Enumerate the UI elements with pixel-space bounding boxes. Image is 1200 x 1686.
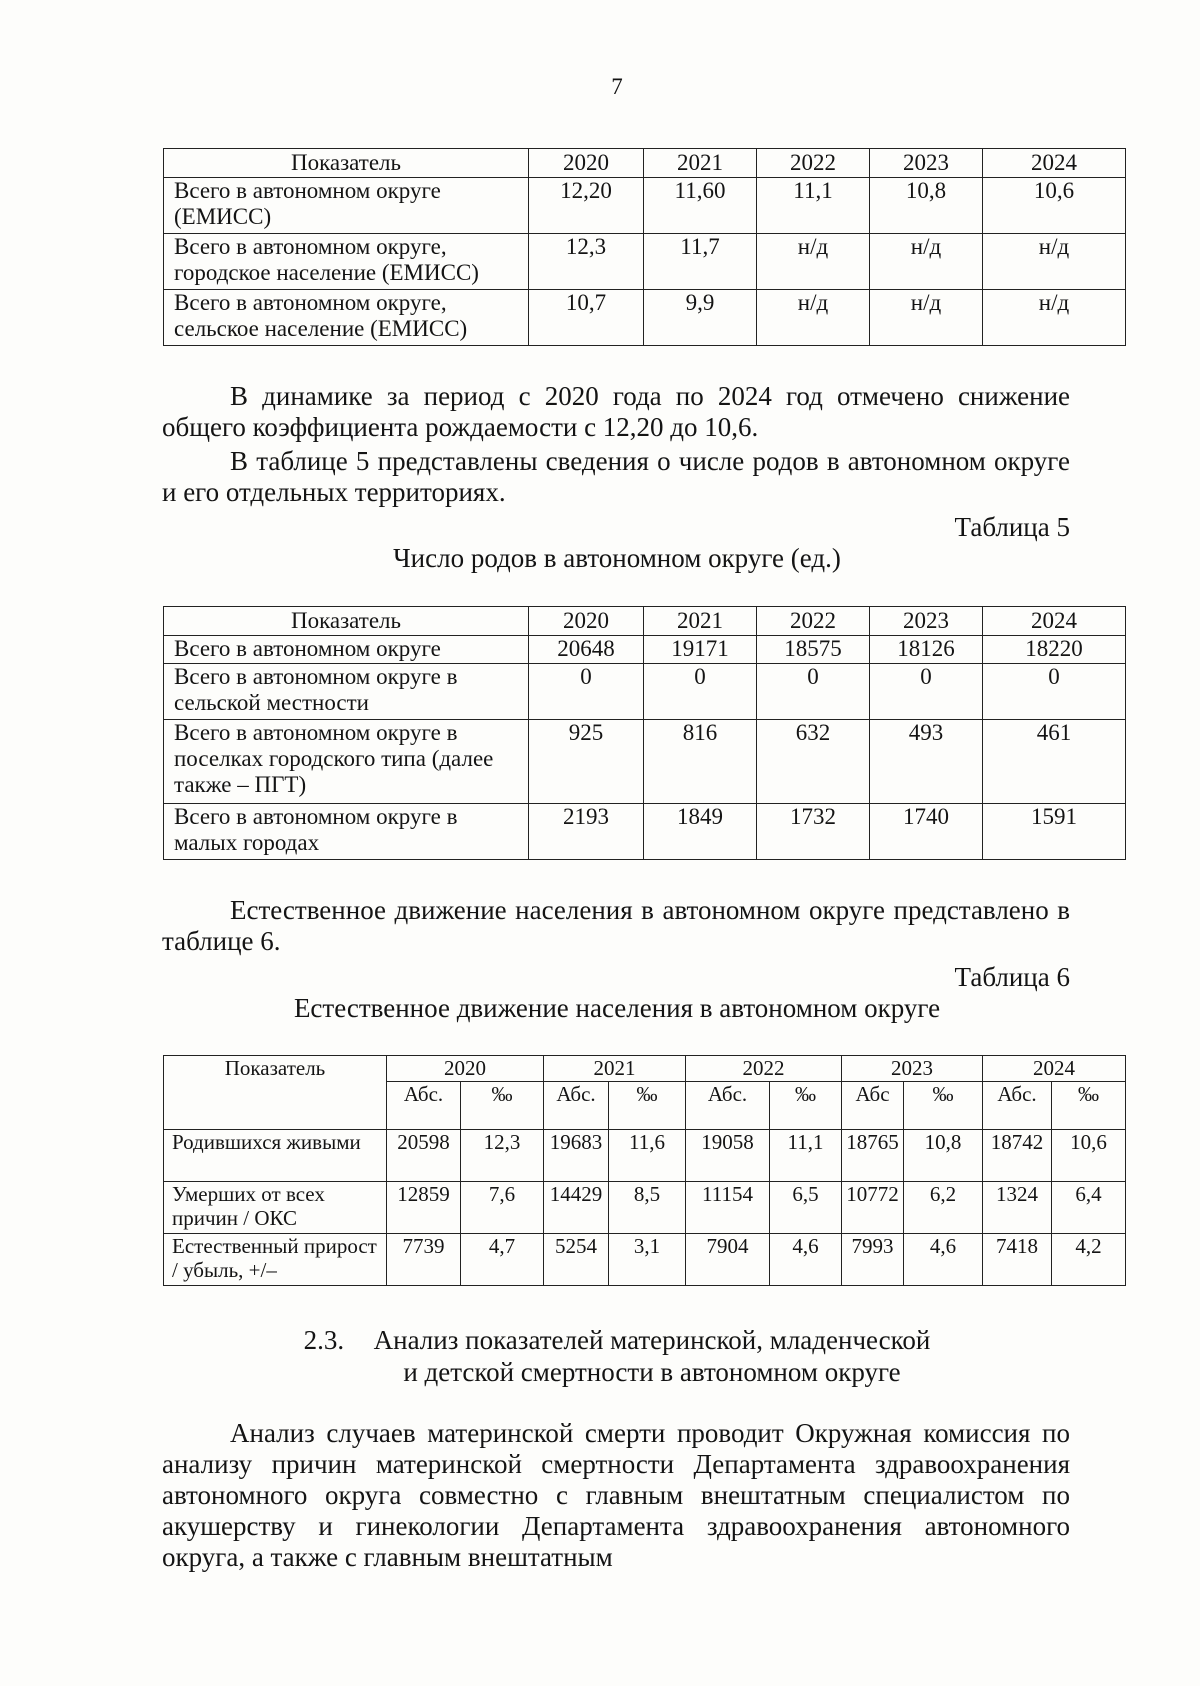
paragraph-maternal-mortality [162, 1418, 1070, 1573]
paragraph-table5-intro [162, 446, 1070, 508]
table-row [164, 1182, 1126, 1234]
table-cell: 6,5 [770, 1182, 842, 1234]
table-cell: 0 [983, 664, 1126, 720]
table-cell: 18220 [983, 636, 1126, 664]
subheader-cell: ‰ [461, 1082, 544, 1130]
table-cell: н/д [870, 234, 983, 290]
table-cell: 18126 [870, 636, 983, 664]
table-cell: 461 [983, 720, 1126, 804]
header-cell: 2023 [870, 149, 983, 178]
paragraph-birth-rate-dynamics [162, 381, 1070, 443]
table-row [164, 178, 1126, 234]
header-cell: 2021 [644, 607, 757, 636]
table-cell: 1324 [983, 1182, 1052, 1234]
table-cell: 12,3 [461, 1130, 544, 1182]
table-header-row [164, 1056, 1126, 1082]
header-cell: Показатель [164, 1056, 387, 1130]
table-cell: 4,7 [461, 1234, 544, 1286]
header-cell: 2022 [757, 607, 870, 636]
header-cell: Показатель [164, 607, 529, 636]
header-cell: 2022 [757, 149, 870, 178]
table-row [164, 290, 1126, 346]
header-cell: 2020 [529, 149, 644, 178]
header-cell: 2024 [983, 607, 1126, 636]
table-cell: 11154 [686, 1182, 770, 1234]
table6-caption: Таблица 6 [954, 962, 1070, 992]
births-count-table [163, 606, 1126, 860]
table-cell: 7993 [842, 1234, 904, 1286]
table-cell: н/д [983, 290, 1126, 346]
subheader-cell: ‰ [904, 1082, 983, 1130]
table5-caption: Таблица 5 [954, 512, 1070, 542]
table-cell: 6,2 [904, 1182, 983, 1234]
header-cell: 2024 [983, 149, 1126, 178]
table-header-row [164, 149, 1126, 178]
subheader-cell: ‰ [770, 1082, 842, 1130]
table-cell: 11,7 [644, 234, 757, 290]
table-row [164, 636, 1126, 664]
table-cell: 18742 [983, 1130, 1052, 1182]
table-cell: 10,8 [904, 1130, 983, 1182]
table-cell: 925 [529, 720, 644, 804]
table-row [164, 804, 1126, 860]
row-label: Естественный прирост / убыль, +/– [164, 1234, 387, 1286]
year-header: 2021 [544, 1056, 686, 1082]
row-label: Всего в автономном округе (ЕМИСС) [164, 178, 529, 234]
paragraph-text: Анализ случаев материнской смерти проводит Окружная комиссия по анализу причин материнской смертности Департамента здравоохранения автономного округа совместно с главным внештатным специалистом по акушерству и гинекологии Департамента здравоохранения автономного округа, а также с главным внештатным [162, 1418, 1070, 1572]
row-label: Всего в автономном округе, городское население (ЕМИСС) [164, 234, 529, 290]
table-cell: н/д [870, 290, 983, 346]
table-cell: 12,3 [529, 234, 644, 290]
header-cell: Показатель [164, 149, 529, 178]
paragraph-table6-intro [162, 895, 1070, 957]
paragraph-text: Естественное движение населения в автономном округе представлено в таблице 6. [162, 895, 1070, 956]
section-heading-line1 [0, 1324, 1200, 1356]
table-cell: 0 [644, 664, 757, 720]
table-cell: 11,1 [757, 178, 870, 234]
section-number: 2.3. [303, 1325, 345, 1355]
table-cell: 0 [870, 664, 983, 720]
subheader-cell: Абс. [983, 1082, 1052, 1130]
page-number: 7 [611, 74, 623, 99]
table-cell: 6,4 [1052, 1182, 1126, 1234]
section-title-line2: и детской смертности в автономном округе [403, 1357, 901, 1387]
table-cell: 493 [870, 720, 983, 804]
year-header: 2022 [686, 1056, 842, 1082]
section-title: Анализ показателей материнской, младенческой [373, 1325, 931, 1355]
row-label: Всего в автономном округе в малых городах [164, 804, 529, 860]
table-cell: 7418 [983, 1234, 1052, 1286]
table5-title: Число родов в автономном округе (ед.) [393, 543, 841, 573]
table-cell: 1740 [870, 804, 983, 860]
table-cell: 7904 [686, 1234, 770, 1286]
row-label: Всего в автономном округе, сельское население (ЕМИСС) [164, 290, 529, 346]
table-row [164, 234, 1126, 290]
year-header: 2024 [983, 1056, 1126, 1082]
table-cell: 5254 [544, 1234, 609, 1286]
table-cell: 10,8 [870, 178, 983, 234]
paragraph-text: В таблице 5 представлены сведения о числе родов в автономном округе и его отдельных территориях. [162, 446, 1070, 507]
table-cell: 2193 [529, 804, 644, 860]
table-row [164, 720, 1126, 804]
subheader-cell: ‰ [1052, 1082, 1126, 1130]
subheader-cell: ‰ [609, 1082, 686, 1130]
table-cell: 8,5 [609, 1182, 686, 1234]
table-row [164, 1234, 1126, 1286]
row-label: Всего в автономном округе в поселках городского типа (далее также – ПГТ) [164, 720, 529, 804]
table-cell: 1732 [757, 804, 870, 860]
subheader-cell: Абс. [387, 1082, 461, 1130]
row-label: Родившихся живыми [164, 1130, 387, 1182]
table-cell: 1591 [983, 804, 1126, 860]
table-cell: 19058 [686, 1130, 770, 1182]
row-label: Всего в автономном округе в сельской местности [164, 664, 529, 720]
table-cell: 7739 [387, 1234, 461, 1286]
table-cell: 4,6 [904, 1234, 983, 1286]
header-cell: 2023 [870, 607, 983, 636]
table-cell: 9,9 [644, 290, 757, 346]
subheader-cell: Абс. [686, 1082, 770, 1130]
table-cell: 19683 [544, 1130, 609, 1182]
table-cell: н/д [983, 234, 1126, 290]
section-heading [0, 1324, 1200, 1388]
table6-title: Естественное движение населения в автономном округе [293, 993, 941, 1023]
table-cell: 20648 [529, 636, 644, 664]
table-cell: 12,20 [529, 178, 644, 234]
table-cell: н/д [757, 290, 870, 346]
subheader-cell: Абс [842, 1082, 904, 1130]
table-cell: 10772 [842, 1182, 904, 1234]
table-cell: 11,6 [609, 1130, 686, 1182]
table-cell: 11,60 [644, 178, 757, 234]
table-cell: 20598 [387, 1130, 461, 1182]
table-cell: 3,1 [609, 1234, 686, 1286]
table-cell: 10,6 [983, 178, 1126, 234]
table-cell: 7,6 [461, 1182, 544, 1234]
birth-rate-table [163, 148, 1126, 346]
header-cell: 2020 [529, 607, 644, 636]
table-cell: 12859 [387, 1182, 461, 1234]
table-cell: 1849 [644, 804, 757, 860]
table-cell: н/д [757, 234, 870, 290]
year-header: 2020 [387, 1056, 544, 1082]
natural-movement-table [163, 1055, 1126, 1286]
table-cell: 14429 [544, 1182, 609, 1234]
header-cell: 2021 [644, 149, 757, 178]
row-label: Всего в автономном округе [164, 636, 529, 664]
table-row [164, 664, 1126, 720]
table-cell: 4,6 [770, 1234, 842, 1286]
row-label: Умерших от всех причин / ОКС [164, 1182, 387, 1234]
table-cell: 0 [529, 664, 644, 720]
paragraph-text: В динамике за период с 2020 года по 2024 год отмечено снижение общего коэффициента рождаемости с 12,20 до 10,6. [162, 381, 1070, 442]
table-cell: 632 [757, 720, 870, 804]
year-header: 2023 [842, 1056, 983, 1082]
table-header-row [164, 607, 1126, 636]
table-cell: 11,1 [770, 1130, 842, 1182]
table-cell: 4,2 [1052, 1234, 1126, 1286]
table-cell: 19171 [644, 636, 757, 664]
table-cell: 10,6 [1052, 1130, 1126, 1182]
table-row [164, 1130, 1126, 1182]
table-cell: 816 [644, 720, 757, 804]
table-cell: 18765 [842, 1130, 904, 1182]
table-cell: 10,7 [529, 290, 644, 346]
table-cell: 0 [757, 664, 870, 720]
table-cell: 18575 [757, 636, 870, 664]
subheader-cell: Абс. [544, 1082, 609, 1130]
